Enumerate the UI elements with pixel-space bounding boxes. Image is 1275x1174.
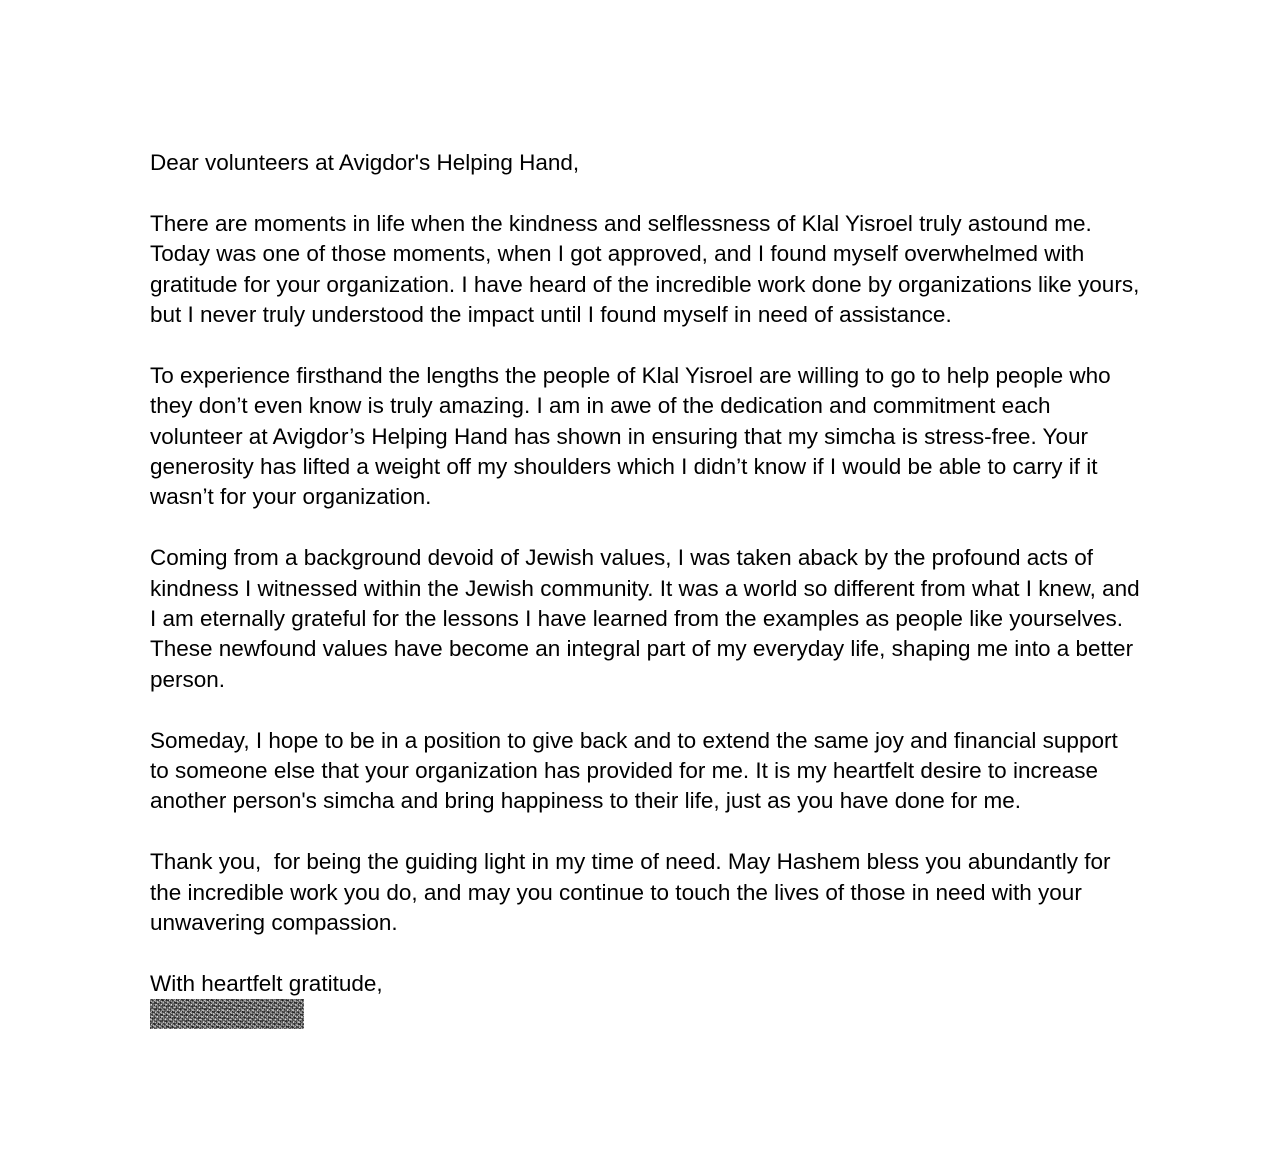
- paragraph-3: Coming from a background devoid of Jewish values, I was taken aback by the profound acts of kindness I witnessed within the Jewish community. It was a world so different from what I knew, and I am eternally grateful for the lessons I have learned from the examples as people like yourselves. These newfound values have become an integral part of my everyday life, shaping me into a better person.: [150, 545, 1146, 692]
- paragraph-1: There are moments in life when the kindness and selflessness of Klal Yisroel truly astound me. Today was one of those moments, when I got approved, and I found myself overwhelmed with gratitude for your organization. I have heard of the incredible work done by organizations like yours, but I never truly understood the impact until I found myself in need of assistance.: [150, 210, 1146, 328]
- paragraph-2: To experience firsthand the lengths the people of Klal Yisroel are willing to go to help people who they don’t even know is truly amazing. I am in awe of the dedication and commitment each volunteer at Avigdor’s Helping Hand has shown in ensuring that my simcha is stress-free. Your generosity has lifted a weight off my shoulders which I didn’t know if I would be able to carry if it wasn’t for your organization.: [150, 362, 1117, 510]
- paragraph-4: Someday, I hope to be in a position to give back and to extend the same joy and financial support to someone else that your organization has provided for me. It is my heartfelt desire to increase another person's simcha and bring happiness to their life, just as you have done for me.: [150, 727, 1124, 814]
- salutation: Dear volunteers at Avigdor's Helping Hand,: [150, 150, 580, 175]
- closing: With heartfelt gratitude,: [150, 970, 383, 996]
- redacted-signature: [150, 999, 304, 1029]
- letter-body: [150, 148, 1146, 1029]
- paragraph-5: Thank you, for being the guiding light in my time of need. May Hashem bless you abundantly for the incredible work you do, and may you continue to touch the lives of those in need with your unwavering compassion.: [150, 849, 1117, 936]
